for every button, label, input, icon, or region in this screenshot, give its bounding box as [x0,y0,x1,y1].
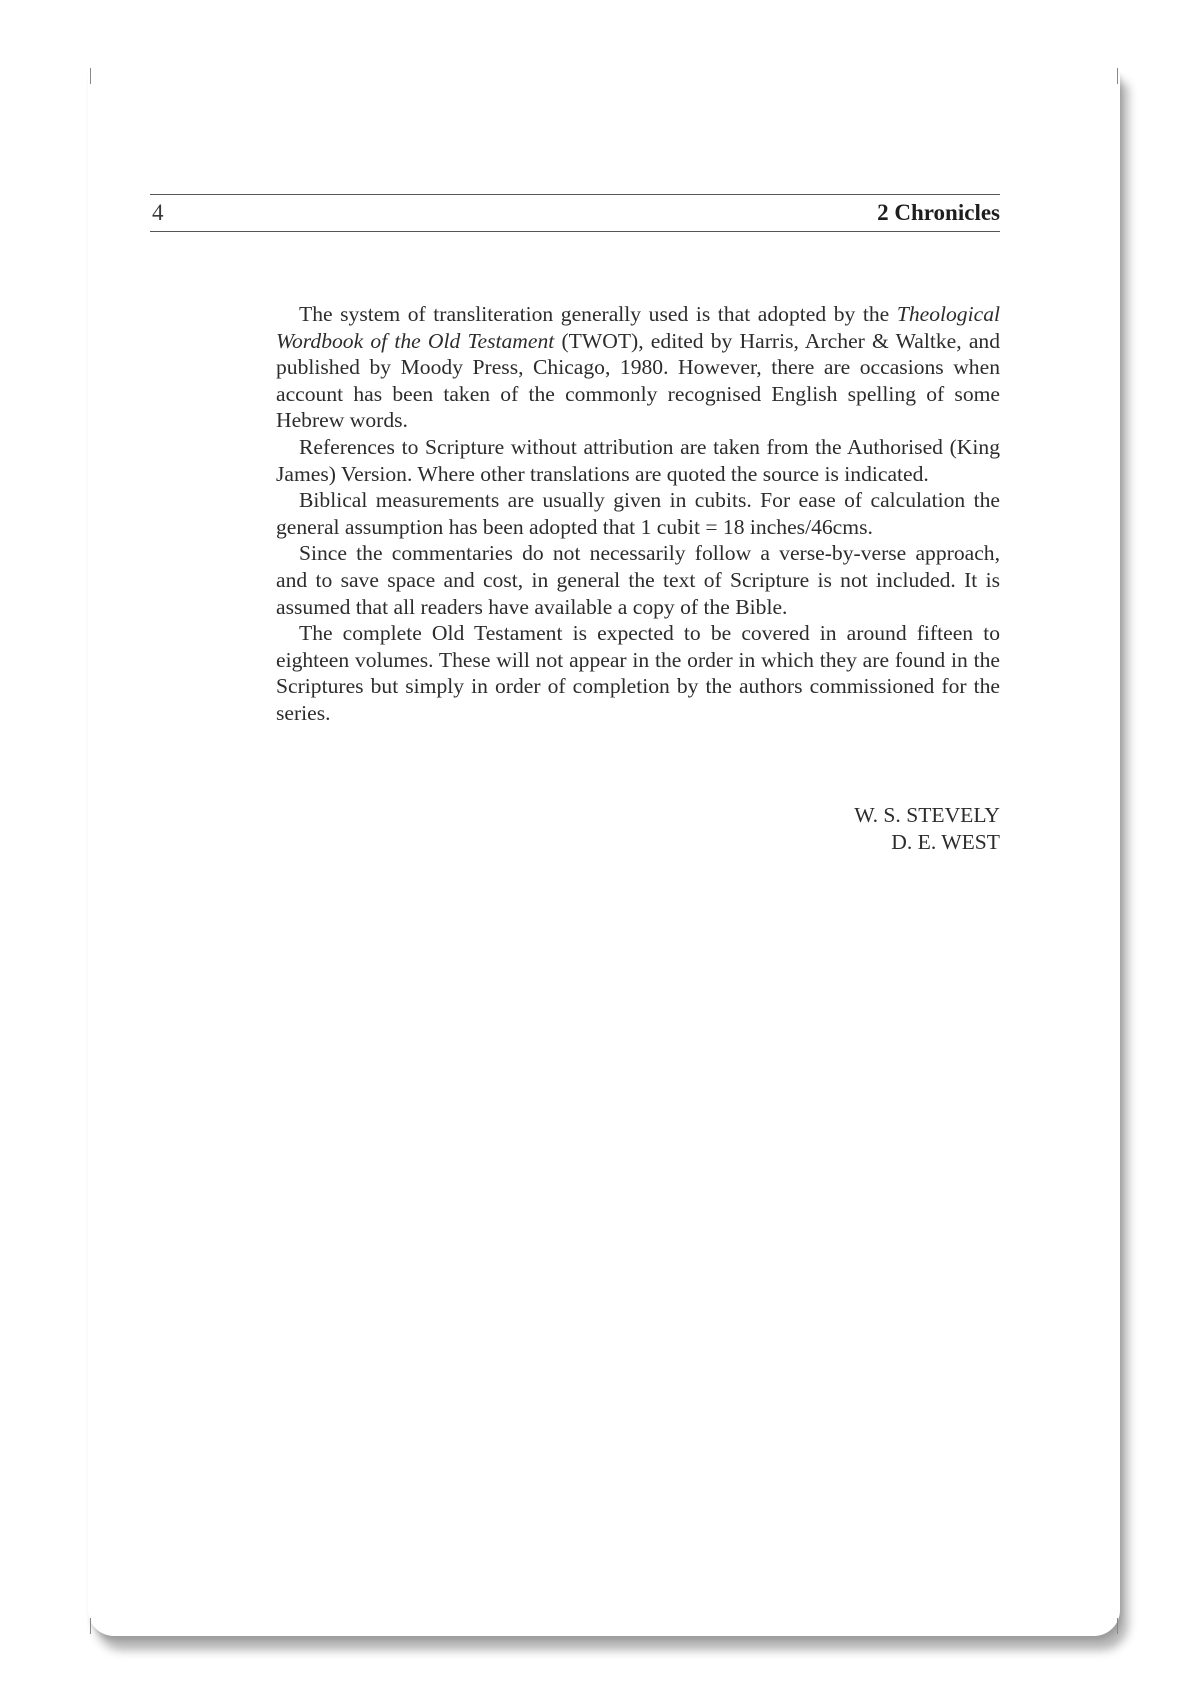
crop-mark-top-left [90,68,91,84]
paragraph-scripture-references: References to Scripture without attribution are taken from the Authorised (King James) Version. Where other translations are quoted the source is indicated. [276,434,1000,486]
paragraph-transliteration-rest: (TWOT), edited by Harris, Archer & Waltke, and published by Moody Press, Chicago, 1980. However, there are occasions when account has been taken of the commonly recognised English spelling of some Hebrew words. [276,328,1001,433]
signature-west: D. E. WEST [891,829,1000,854]
running-title: 2 Chronicles [877,200,1000,225]
running-header [150,194,1000,232]
crop-mark-bottom-right [1117,1618,1118,1634]
paragraph-series-scope: The complete Old Testament is expected to be covered in around fifteen to eighteen volumes. These will not appear in the order in which they are found in the Scriptures but simply in order of completion by the authors commissioned for the series. [276,621,1000,725]
paragraph-transliteration-lead: The system of transliteration generally used is that adopted by the [299,302,897,326]
paragraph-commentary-approach: Since the commentaries do not necessarily follow a verse-by-verse approach, and to save space and cost, in general the text of Scripture is not included. It is assumed that all readers have available a copy of the Bible. [276,541,1000,619]
page-number: 4 [152,200,164,225]
book-title-twot: Theological Wordbook of the Old Testament [276,302,1000,353]
paragraph-transliteration [276,301,1000,434]
crop-mark-top-right [1117,68,1118,84]
signature-block [854,802,1000,855]
paragraph-measurements: Biblical measurements are usually given in cubits. For ease of calculation the general assumption has been adopted that 1 cubit = 18 inches/46cms. [276,488,1000,539]
signature-stevely: W. S. STEVELY [854,803,1000,827]
crop-mark-bottom-left [90,1618,91,1634]
preface-body [276,301,1000,727]
